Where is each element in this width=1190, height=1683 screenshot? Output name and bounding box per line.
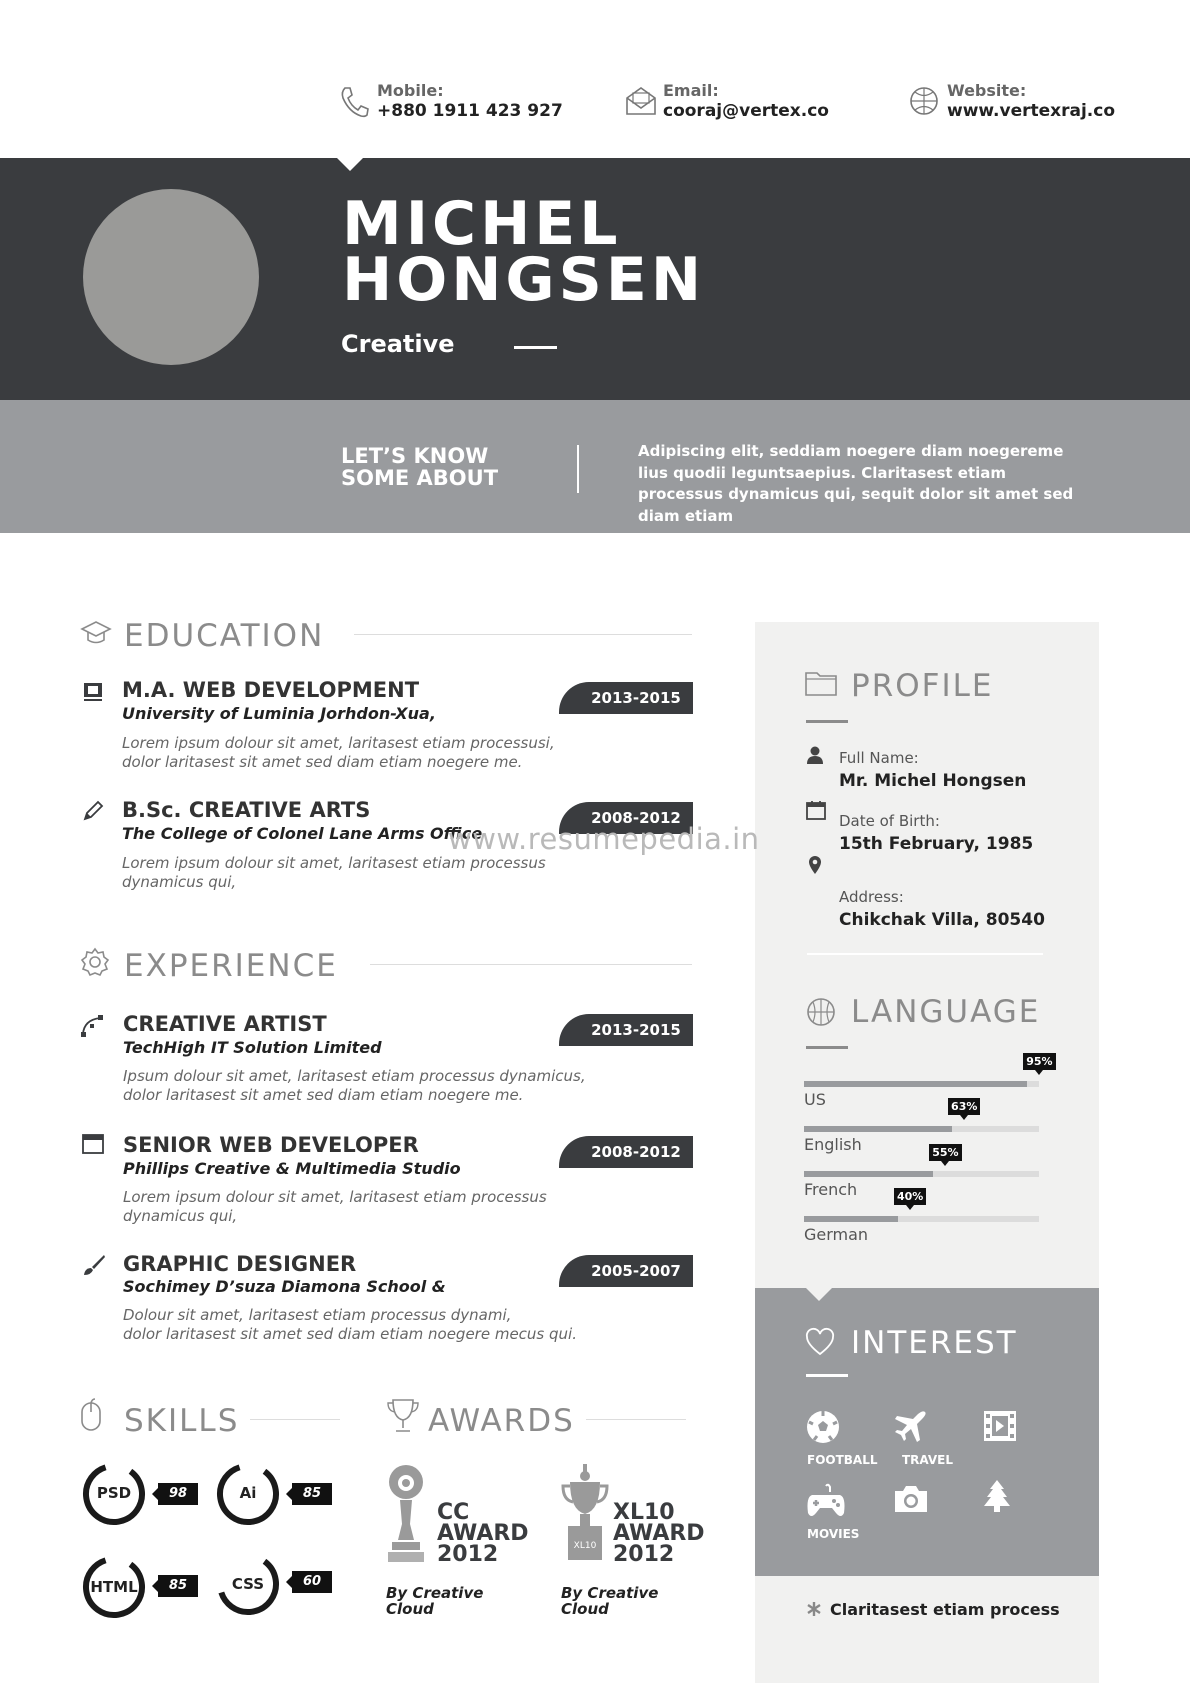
award-2-line3: 2012	[613, 1542, 675, 1567]
skill-psd-value: 98	[158, 1483, 198, 1505]
experience-1-desc-line1: Ipsum dolour sit amet, laritasest etiam processus dynamicus,	[123, 1067, 586, 1085]
profile-dash	[806, 720, 848, 723]
awards-rule	[586, 1419, 686, 1420]
education-2-years-text: 2008-2012	[591, 809, 681, 827]
language-french-name: French	[804, 1180, 858, 1199]
language-german-pct: 40%	[894, 1188, 926, 1205]
skill-psd-label: PSD	[96, 1484, 132, 1502]
skill-html-label: HTML	[90, 1578, 138, 1596]
mouse-icon	[80, 1398, 102, 1432]
education-1-desc	[122, 734, 555, 771]
language-german-fill	[804, 1216, 898, 1222]
website-label: Website:	[947, 81, 1027, 100]
award-1-by	[386, 1585, 483, 1617]
experience-title: EXPERIENCE	[124, 948, 338, 984]
gear-icon	[80, 947, 110, 977]
tree-icon	[983, 1479, 1011, 1513]
award-1-by-line1: By Creative	[386, 1584, 484, 1602]
language-english-pct: 63%	[948, 1098, 980, 1115]
award-2-title	[613, 1502, 705, 1565]
language-english-name: English	[804, 1135, 862, 1154]
address-value: Chikchak Villa, 80540	[839, 910, 1045, 930]
basketball-icon	[806, 997, 836, 1027]
language-french-fill	[804, 1171, 933, 1177]
award-2-by	[561, 1585, 658, 1617]
experience-2-company: Phillips Creative & Multimedia Studio	[123, 1159, 461, 1178]
role-title: Creative	[341, 330, 455, 358]
envelope-icon	[625, 86, 657, 116]
experience-3-desc-line2: dolor laritasest sit amet sed diam etiam noegere mecus qui.	[123, 1324, 577, 1343]
education-2-school: The College of Colonel Lane Arms Office	[122, 824, 483, 843]
football-icon	[806, 1410, 840, 1444]
language-us-name: US	[804, 1090, 826, 1109]
interest-title: INTEREST	[851, 1325, 1018, 1361]
education-1-title: M.A. WEB DEVELOPMENT	[122, 678, 420, 702]
trophy-plate-text: XL10	[573, 1541, 597, 1551]
interest-pointer	[806, 1288, 832, 1301]
camera-icon	[894, 1485, 928, 1513]
mobile-value[interactable]: +880 1911 423 927	[377, 101, 563, 121]
globe-icon	[909, 86, 939, 116]
skill-css-value: 60	[292, 1571, 332, 1593]
mobile-label: Mobile:	[377, 81, 444, 100]
location-pin-icon	[808, 855, 822, 875]
asterisk-icon	[806, 1601, 822, 1617]
folder-icon	[805, 670, 837, 696]
award-2-line2: AWARD	[613, 1521, 705, 1546]
language-french-track	[804, 1171, 1039, 1177]
education-1-desc-line1: Lorem ipsum dolour sit amet, laritasest etiam processusi,	[122, 734, 555, 752]
pencil-icon	[82, 800, 104, 822]
full-name-label: Full Name:	[839, 749, 919, 767]
address-label: Address:	[839, 888, 904, 906]
skill-css-label: CSS	[231, 1575, 265, 1593]
full-name-value: Mr. Michel Hongsen	[839, 771, 1027, 791]
award-1-line3: 2012	[437, 1542, 499, 1567]
first-name: MICHEL	[342, 189, 622, 259]
interest-travel-label: TRAVEL	[902, 1453, 954, 1467]
about-title	[341, 445, 498, 489]
experience-3-title: GRAPHIC DESIGNER	[123, 1252, 357, 1276]
award-2-by-line2: Cloud	[561, 1600, 609, 1618]
full-name-heading	[342, 189, 706, 315]
gamepad-icon	[806, 1483, 846, 1519]
award-1-by-line2: Cloud	[386, 1600, 434, 1618]
language-french-pct: 55%	[929, 1144, 961, 1161]
education-2-desc-line1: Lorem ipsum dolour sit amet, laritasest etiam processus	[122, 854, 546, 872]
education-2-desc-line2: dynamicus qui,	[122, 872, 237, 891]
education-1-desc-line2: dolor laritasest sit amet sed diam etiam noegere me.	[122, 752, 523, 771]
airplane-icon	[894, 1410, 928, 1444]
experience-1-company: TechHigh IT Solution Limited	[123, 1038, 382, 1057]
language-us-pct: 95%	[1023, 1053, 1055, 1070]
language-english-fill	[804, 1126, 952, 1132]
experience-2-desc	[123, 1188, 547, 1225]
education-2-desc	[122, 854, 546, 891]
experience-2-desc-line1: Lorem ipsum dolour sit amet, laritasest etiam processus	[123, 1188, 547, 1206]
browser-window-icon	[82, 1134, 104, 1154]
awards-title: AWARDS	[428, 1403, 575, 1439]
language-english-track	[804, 1126, 1039, 1132]
experience-3-desc	[123, 1306, 577, 1343]
education-rule	[354, 634, 692, 635]
language-title: LANGUAGE	[851, 994, 1041, 1030]
dob-label: Date of Birth:	[839, 812, 940, 830]
experience-1-years	[559, 1014, 693, 1046]
cup-trophy-icon	[560, 1462, 610, 1564]
film-icon	[983, 1410, 1017, 1442]
pen-tool-icon	[80, 1014, 106, 1038]
skill-ai-label: Ai	[239, 1484, 257, 1502]
language-german-track	[804, 1216, 1039, 1222]
education-title: EDUCATION	[124, 618, 325, 654]
contact-website	[947, 82, 1115, 122]
about-text: Adipiscing elit, seddiam noegere diam noegereme lius quodii leguntsaepius. Claritasest etiam processus dynamicus qui, sequit dolor sit amet sed diam etiam	[638, 442, 1074, 525]
email-value[interactable]: cooraj@vertex.co	[663, 101, 829, 121]
email-label: Email:	[663, 81, 719, 100]
user-icon	[806, 746, 824, 764]
heart-icon	[805, 1328, 835, 1356]
skill-html-value: 85	[158, 1575, 198, 1597]
profile-divider	[807, 953, 1043, 955]
profile-title: PROFILE	[851, 668, 994, 704]
header-pointer	[337, 158, 363, 171]
award-1-line1: CC	[437, 1500, 470, 1525]
experience-1-desc-line2: dolor laritasest sit amet sed diam etiam noegere me.	[123, 1085, 524, 1104]
language-us-fill	[804, 1081, 1027, 1087]
about-title-line2: SOME ABOUT	[341, 466, 499, 490]
education-1-school: University of Luminia Jorhdon-Xua,	[122, 704, 436, 723]
watermark: www.resumepedia.in	[448, 822, 760, 856]
award-1-title	[437, 1502, 529, 1565]
experience-2-desc-line2: dynamicus qui,	[123, 1206, 238, 1225]
phone-icon	[339, 86, 369, 118]
paintbrush-icon	[82, 1254, 106, 1276]
language-dash	[806, 1046, 848, 1049]
award-figure-icon	[386, 1462, 426, 1564]
interest-football-label: FOOTBALL	[807, 1453, 878, 1467]
book-icon	[83, 682, 103, 702]
graduation-cap-icon	[80, 620, 112, 648]
trophy-icon	[386, 1398, 420, 1434]
contact-mobile	[377, 82, 563, 122]
experience-1-desc	[123, 1067, 586, 1104]
education-1-years	[559, 682, 693, 714]
skill-ai-value: 85	[292, 1483, 332, 1505]
award-2-line1: XL10	[613, 1500, 675, 1525]
role-dash	[514, 346, 557, 349]
experience-rule	[370, 964, 692, 965]
experience-1-years-text: 2013-2015	[591, 1021, 681, 1039]
footer-note: Claritasest etiam process	[830, 1600, 1060, 1619]
language-us-track	[804, 1081, 1039, 1087]
interest-dash	[806, 1374, 848, 1377]
experience-2-years	[559, 1136, 693, 1168]
experience-1-title: CREATIVE ARTIST	[123, 1012, 327, 1036]
website-value[interactable]: www.vertexraj.co	[947, 101, 1115, 121]
education-2-title: B.Sc. CREATIVE ARTS	[122, 798, 371, 822]
award-2-by-line1: By Creative	[561, 1584, 659, 1602]
interest-movies-label: MOVIES	[807, 1527, 860, 1541]
experience-2-title: SENIOR WEB DEVELOPER	[123, 1133, 419, 1157]
experience-3-company: Sochimey D’suza Diamona School &	[123, 1277, 446, 1296]
last-name: HONGSEN	[342, 245, 706, 315]
skills-rule	[250, 1419, 340, 1420]
experience-3-desc-line1: Dolour sit amet, laritasest etiam processus dynami,	[123, 1306, 512, 1324]
award-1-line2: AWARD	[437, 1521, 529, 1546]
language-german-name: German	[804, 1225, 869, 1244]
about-title-line1: LET’S KNOW	[341, 444, 489, 468]
experience-2-years-text: 2008-2012	[591, 1143, 681, 1161]
skills-title: SKILLS	[124, 1403, 240, 1439]
calendar-icon	[806, 800, 826, 820]
experience-3-years	[559, 1255, 693, 1287]
education-1-years-text: 2013-2015	[591, 689, 681, 707]
contact-email	[663, 82, 829, 122]
dob-value: 15th February, 1985	[839, 834, 1034, 854]
experience-3-years-text: 2005-2007	[591, 1262, 681, 1280]
avatar	[83, 189, 259, 365]
about-divider	[577, 445, 579, 493]
